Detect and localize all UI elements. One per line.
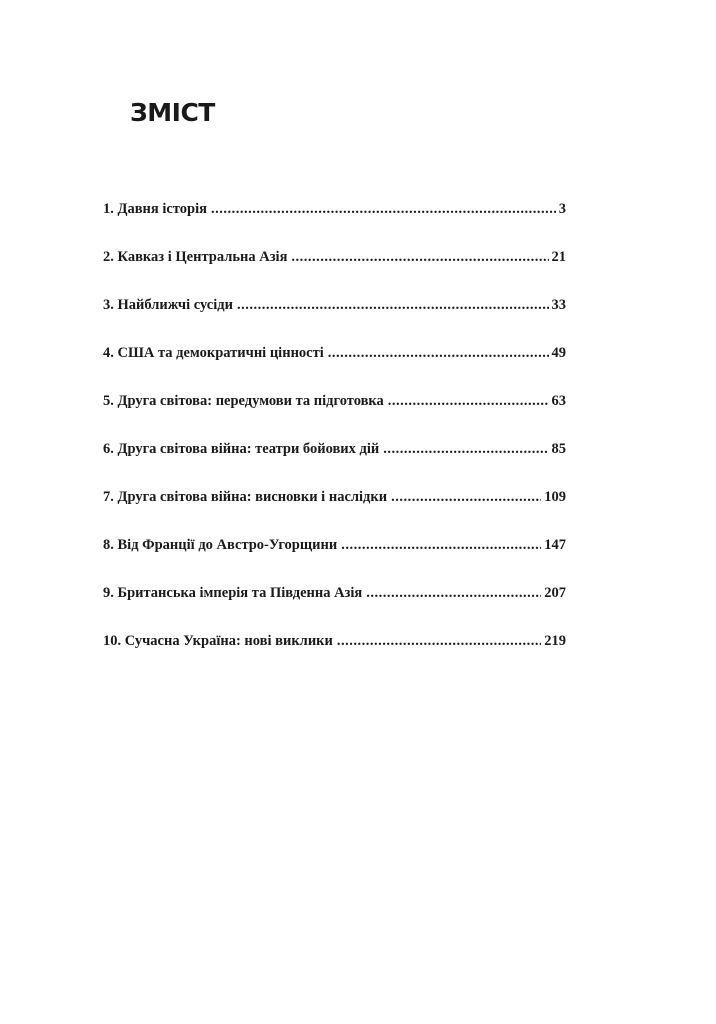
- toc-entry: [103, 537, 566, 585]
- toc-dot-leader: [291, 249, 548, 266]
- toc-dot-leader: [383, 441, 548, 458]
- toc-entry: [103, 585, 566, 633]
- toc-entry: [103, 201, 566, 249]
- toc-entry: [103, 345, 566, 393]
- toc-entry-page: 21: [551, 249, 566, 265]
- toc-dot-leader: [211, 201, 556, 218]
- table-of-contents: [103, 201, 566, 681]
- toc-entry: [103, 441, 566, 489]
- toc-dot-leader: [328, 345, 549, 362]
- toc-entry-page: 219: [544, 633, 566, 649]
- toc-entry-page: 207: [544, 585, 566, 601]
- toc-entry-page: 3: [558, 201, 566, 217]
- toc-entry-title: 4. США та демократичні цінності: [103, 345, 324, 361]
- toc-entry-page: 49: [551, 345, 566, 361]
- toc-entry-title: 3. Найближчі сусіди: [103, 297, 233, 313]
- toc-dot-leader: [366, 585, 541, 602]
- toc-dot-leader: [237, 297, 549, 314]
- toc-entry-title: 6. Друга світова війна: театри бойових дій: [103, 441, 380, 457]
- toc-entry-page: 109: [544, 489, 566, 505]
- page-title: ЗМІСТ: [130, 98, 215, 127]
- toc-dot-leader: [388, 393, 549, 410]
- toc-entry-page: 63: [551, 393, 566, 409]
- toc-entry-page: 33: [551, 297, 566, 313]
- toc-entry-title: 7. Друга світова війна: висновки і наслідки: [103, 489, 388, 505]
- toc-entry: [103, 249, 566, 297]
- toc-entry: [103, 633, 566, 681]
- toc-dot-leader: [391, 489, 541, 506]
- toc-entry-title: 2. Кавказ і Центральна Азія: [103, 249, 288, 265]
- toc-entry: [103, 297, 566, 345]
- toc-dot-leader: [337, 633, 541, 650]
- toc-dot-leader: [341, 537, 541, 554]
- toc-entry-title: 8. Від Франції до Австро-Угорщини: [103, 537, 338, 553]
- toc-entry-title: 5. Друга світова: передумови та підготовка: [103, 393, 384, 409]
- toc-entry-page: 147: [544, 537, 566, 553]
- toc-entry: [103, 489, 566, 537]
- toc-entry-title: 1. Давня історія: [103, 201, 207, 217]
- toc-entry-title: 10. Сучасна Україна: нові виклики: [103, 633, 333, 649]
- toc-entry: [103, 393, 566, 441]
- toc-entry-page: 85: [551, 441, 566, 457]
- toc-entry-title: 9. Британська імперія та Південна Азія: [103, 585, 363, 601]
